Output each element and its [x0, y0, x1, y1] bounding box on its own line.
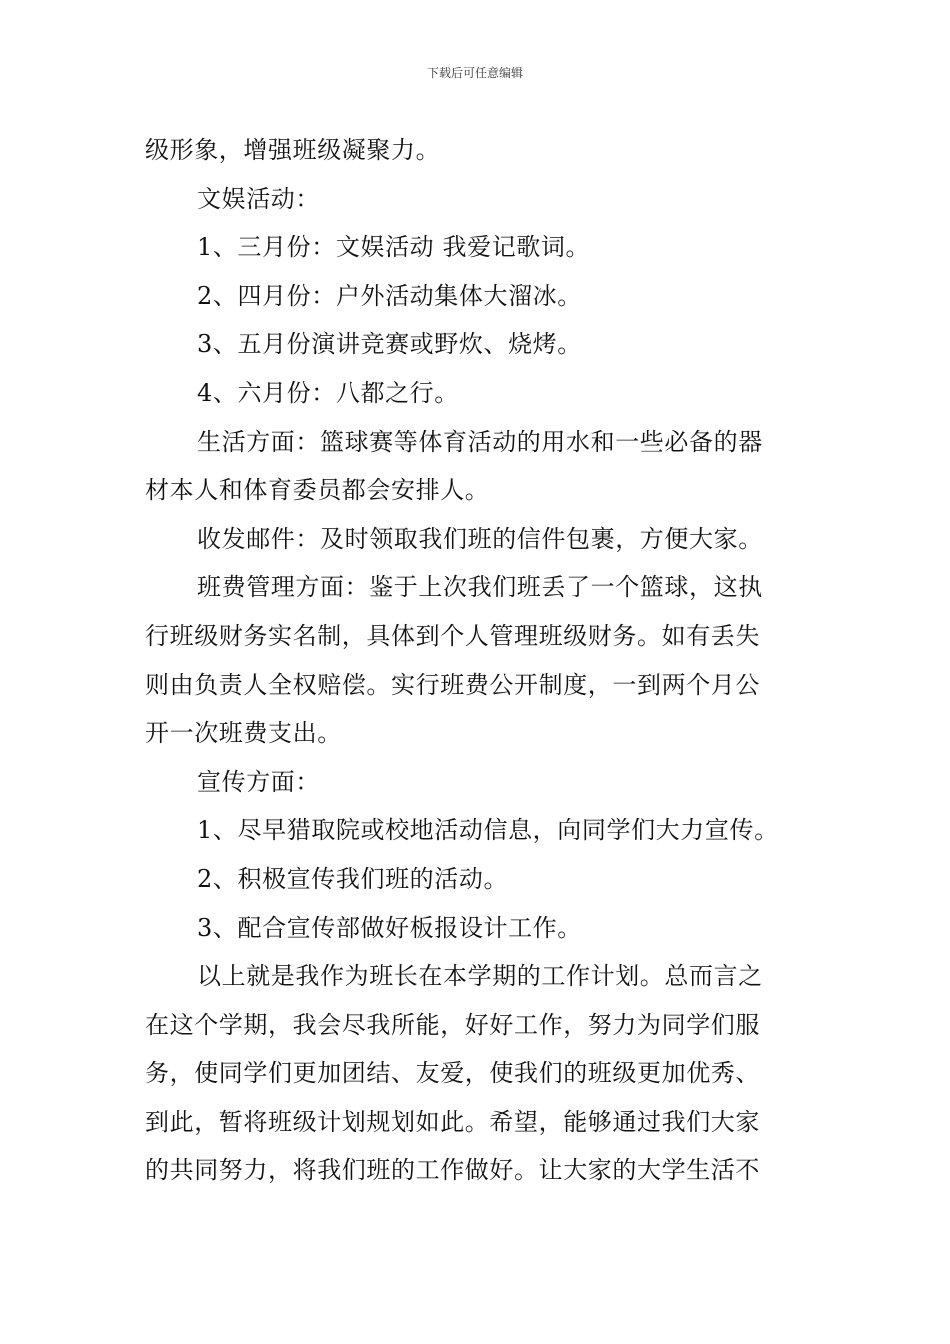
text-line: 务，使同学们更加团结、友爱，使我们的班级更加优秀、: [145, 1059, 760, 1088]
text-line: 到此，暂将班级计划规划如此。希望，能够通过我们大家: [145, 1107, 760, 1136]
section-heading: 文娱活动：: [197, 184, 320, 213]
list-item: 4、六月份：八都之行。: [197, 378, 459, 407]
text-line: 开一次班费支出。: [145, 719, 342, 748]
text-line: 的共同努力，将我们班的工作做好。让大家的大学生活不: [145, 1156, 760, 1185]
list-item: 1、三月份：文娱活动 我爱记歌词。: [197, 233, 591, 262]
list-item: 3、五月份演讲竞赛或野炊、烧烤。: [197, 330, 582, 359]
paragraph-start: 以上就是我作为班长在本学期的工作计划。总而言之: [197, 962, 763, 991]
paragraph-start: 班费管理方面：鉴于上次我们班丢了一个篮球，这执: [197, 573, 763, 602]
paragraph-start: 收发邮件：及时领取我们班的信件包裹，方便大家。: [197, 524, 763, 553]
section-heading: 宣传方面：: [197, 767, 320, 796]
list-item: 2、积极宣传我们班的活动。: [197, 864, 509, 893]
list-item: 2、四月份：户外活动集体大溜冰。: [197, 281, 582, 310]
list-item: 3、配合宣传部做好板报设计工作。: [197, 913, 582, 942]
document-body: [145, 126, 807, 1195]
text-line: 材本人和体育委员都会安排人。: [145, 476, 490, 505]
text-line: 在这个学期，我会尽我所能，好好工作，努力为同学们服: [145, 1010, 760, 1039]
paragraph-start: 生活方面：篮球赛等体育活动的用水和一些必备的器: [197, 427, 763, 456]
text-line: 级形象，增强班级凝聚力。: [145, 136, 441, 164]
text-line: 则由负责人全权赔偿。实行班费公开制度，一到两个月公: [145, 670, 760, 699]
page-header: 下载后可任意编辑: [426, 66, 523, 80]
list-item: 1、尽早猎取院或校地活动信息，向同学们大力宣传。: [197, 816, 779, 845]
text-line: 行班级财务实名制，具体到个人管理班级财务。如有丢失: [145, 621, 760, 650]
